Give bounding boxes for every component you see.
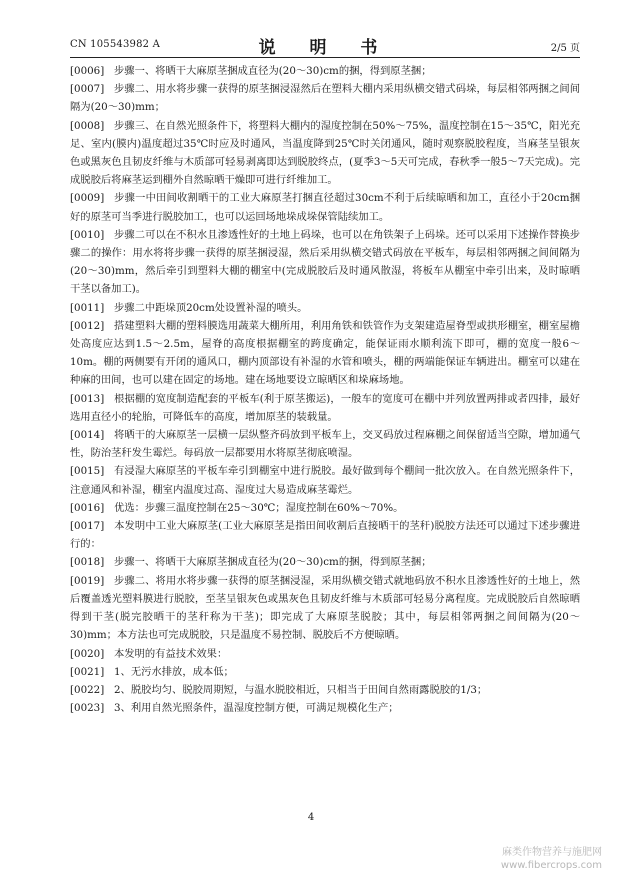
paragraph-number: [0014]: [70, 429, 105, 442]
paragraph-text: 有浸湿大麻原茎的平板车牵引到棚室中进行脱胶。最好做到每个棚间一批次放入。在自然光照条件下，注意通风和补湿，棚室内温度过高、湿度过大易造成麻茎霉烂。: [70, 465, 580, 496]
paragraph: [70, 317, 580, 390]
paragraph-text: 本发明的有益技术效果：: [114, 647, 228, 660]
paragraph-number: [0015]: [70, 465, 105, 478]
paragraph-number: [0008]: [70, 119, 105, 132]
paragraph-text: 步骤一、将晒干大麻原茎捆成直径为(20～30)cm的捆，得到原茎捆；: [114, 65, 432, 77]
paragraph-number: [0017]: [70, 520, 105, 533]
paragraph: [70, 517, 580, 553]
doc-title: 说 明 书: [258, 38, 392, 58]
paragraph-number: [0016]: [70, 501, 105, 514]
paragraph-text: 搭建塑料大棚的塑料膜选用蔬菜大棚所用，利用角铁和铁管作为支架建造屋脊型或拱形棚室，棚室屋檐处高度应达到1.5～2.5m，屋脊的高度根据棚室的跨度确定，能保证雨水顺利流下即可，棚的宽度一般6～10m。棚的两侧要有开闭的通风口，棚内顶部设有补湿的水管和喷头，棚的两端能保证车辆进出。棚室可以建在种麻的田间，也可以建在固定的场地。建在场地要设立晾晒区和垛麻场地。: [70, 319, 580, 387]
paragraph-number: [0022]: [70, 683, 105, 696]
paragraph: [70, 189, 580, 225]
paragraph-text: 步骤三、在自然光照条件下，将塑料大棚内的湿度控制在50%～75%，温度控制在15～35℃，阳光充足、室内(膜内)温度超过35℃时应及时通风，当温度降到25℃时关闭通风，随时观察脱胶程度，当麻茎呈银灰色或黑灰色且韧皮纤维与木质部可轻易剥离即达到脱胶终点，(夏季3～5天可完成，春秋季一般5～7天完成)。完成脱胶后将麻茎运到棚外自然晾晒干燥即可进行纤维加工。: [70, 119, 580, 187]
paragraph: [70, 553, 580, 571]
paragraph-number: [0012]: [70, 319, 105, 332]
paragraph-text: 1、无污水排放，成本低；: [114, 665, 234, 678]
page-header: [70, 33, 580, 58]
paragraph-text: 步骤二中距垛顶20cm处设置补湿的喷头。: [114, 301, 308, 314]
paragraph-number: [0007]: [70, 83, 105, 96]
paragraph: [70, 645, 580, 663]
paragraph-number: [0010]: [70, 228, 105, 241]
paragraph-text: 3、利用自然光照条件，温湿度控制方便，可满足规模化生产；: [114, 702, 399, 715]
paragraph: [70, 117, 580, 190]
watermark-line-2: www.fibercrops.com: [500, 860, 602, 871]
paragraph-text: 本发明中工业大麻原茎(工业大麻原茎是指田间收割后直接晒干的茎秆)脱胶方法还可以通过下述步骤进行的：: [70, 520, 580, 551]
paragraph: [70, 226, 580, 299]
site-watermark: [501, 846, 602, 872]
paragraph-number: [0013]: [70, 392, 105, 405]
page-info: 2/5 页: [550, 43, 580, 54]
paragraph: [70, 80, 580, 116]
paragraph: [70, 572, 580, 645]
paragraph-number: [0018]: [70, 556, 105, 569]
paragraph-text: 将晒干的大麻原茎一层横一层纵整齐码放到平板车上，交叉码放过程麻棚之间保留适当空隙，增加通气性，防治茎秆发生霉烂。每码放一层都要用水将原茎彻底喷湿。: [70, 429, 580, 460]
paragraph: [70, 663, 580, 681]
paragraph: [70, 699, 580, 717]
paragraph: [70, 62, 580, 80]
paragraph: [70, 299, 580, 317]
paragraph-text: 2、脱胶均匀、脱胶周期短，与温水脱胶相近，只相当于田间自然雨露脱胶的1/3；: [114, 683, 488, 696]
paragraph: [70, 390, 580, 426]
description-body: [70, 62, 580, 717]
paragraph-number: [0006]: [70, 65, 105, 77]
doc-number: CN 105543982 A: [70, 39, 161, 50]
paragraph-text: 步骤二可以在不积水且渗透性好的土地上码垛，也可以在角铁架子上码垛。还可以采用下述操作替换步骤二的操作：用水将将步骤一获得的原茎捆浸湿，然后采用纵横交错式码放在平板车，每层相邻两捆之间间隔为(20～30)mm，然后牵引到塑料大棚的棚室中(完成脱胶后及时通风散湿，将板车从棚室中牵引出来，及时晾晒干茎以备加工)。: [70, 228, 580, 296]
paragraph: [70, 681, 580, 699]
paragraph-text: 步骤二、将用水将步骤一获得的原茎捆浸湿，采用纵横交错式就地码放不积水且渗透性好的土地上，然后覆盖透光塑料膜进行脱胶，至茎呈银灰色或黑灰色且韧皮纤维与木质部可轻易分离程度。完成脱胶后自然晾晒得到干茎(脱完胶晒干的茎秆称为干茎)；即完成了大麻原茎脱胶；其中，每层相邻两捆之间间隔为(20～30)mm；本方法也可完成脱胶，只是温度不易控制、脱胶后不方便晾晒。: [70, 574, 580, 642]
paragraph-number: [0023]: [70, 702, 105, 715]
paragraph: [70, 462, 580, 498]
paragraph-text: 步骤一、将晒干大麻原茎捆成直径为(20～30)cm的捆，得到原茎捆；: [114, 556, 432, 569]
paragraph-text: 优选：步骤三温度控制在25～30℃；湿度控制在60%～70%。: [114, 501, 404, 514]
paragraph-text: 根据棚的宽度制造配套的平板车(利于原茎搬运)，一般车的宽度可在棚中并列放置两排或者四排，最好选用直径小的轮胎，可降低车的高度，增加原茎的装载量。: [70, 392, 580, 423]
page-number: 4: [307, 812, 315, 823]
paragraph: [70, 499, 580, 517]
paragraph-text: 步骤一中田间收割晒干的工业大麻原茎打捆直径超过30cm不利于后续晾晒和加工，直径小于20cm捆好的原茎可当季进行脱胶加工，也可以运回场地垛成垛保管陆续加工。: [70, 192, 580, 223]
paragraph-number: [0009]: [70, 192, 105, 205]
paragraph-number: [0020]: [70, 647, 105, 660]
paragraph-number: [0011]: [70, 301, 105, 314]
paragraph-number: [0021]: [70, 665, 105, 678]
paragraph: [70, 426, 580, 462]
paragraph-text: 步骤二、用水将步骤一获得的原茎捆浸湿然后在塑料大棚内采用纵横交错式码垛，每层相邻两捆之间间隔为(20～30)mm；: [70, 83, 580, 114]
watermark-line-1: 麻类作物营养与施肥网: [502, 847, 602, 858]
paragraph-number: [0019]: [70, 574, 105, 587]
